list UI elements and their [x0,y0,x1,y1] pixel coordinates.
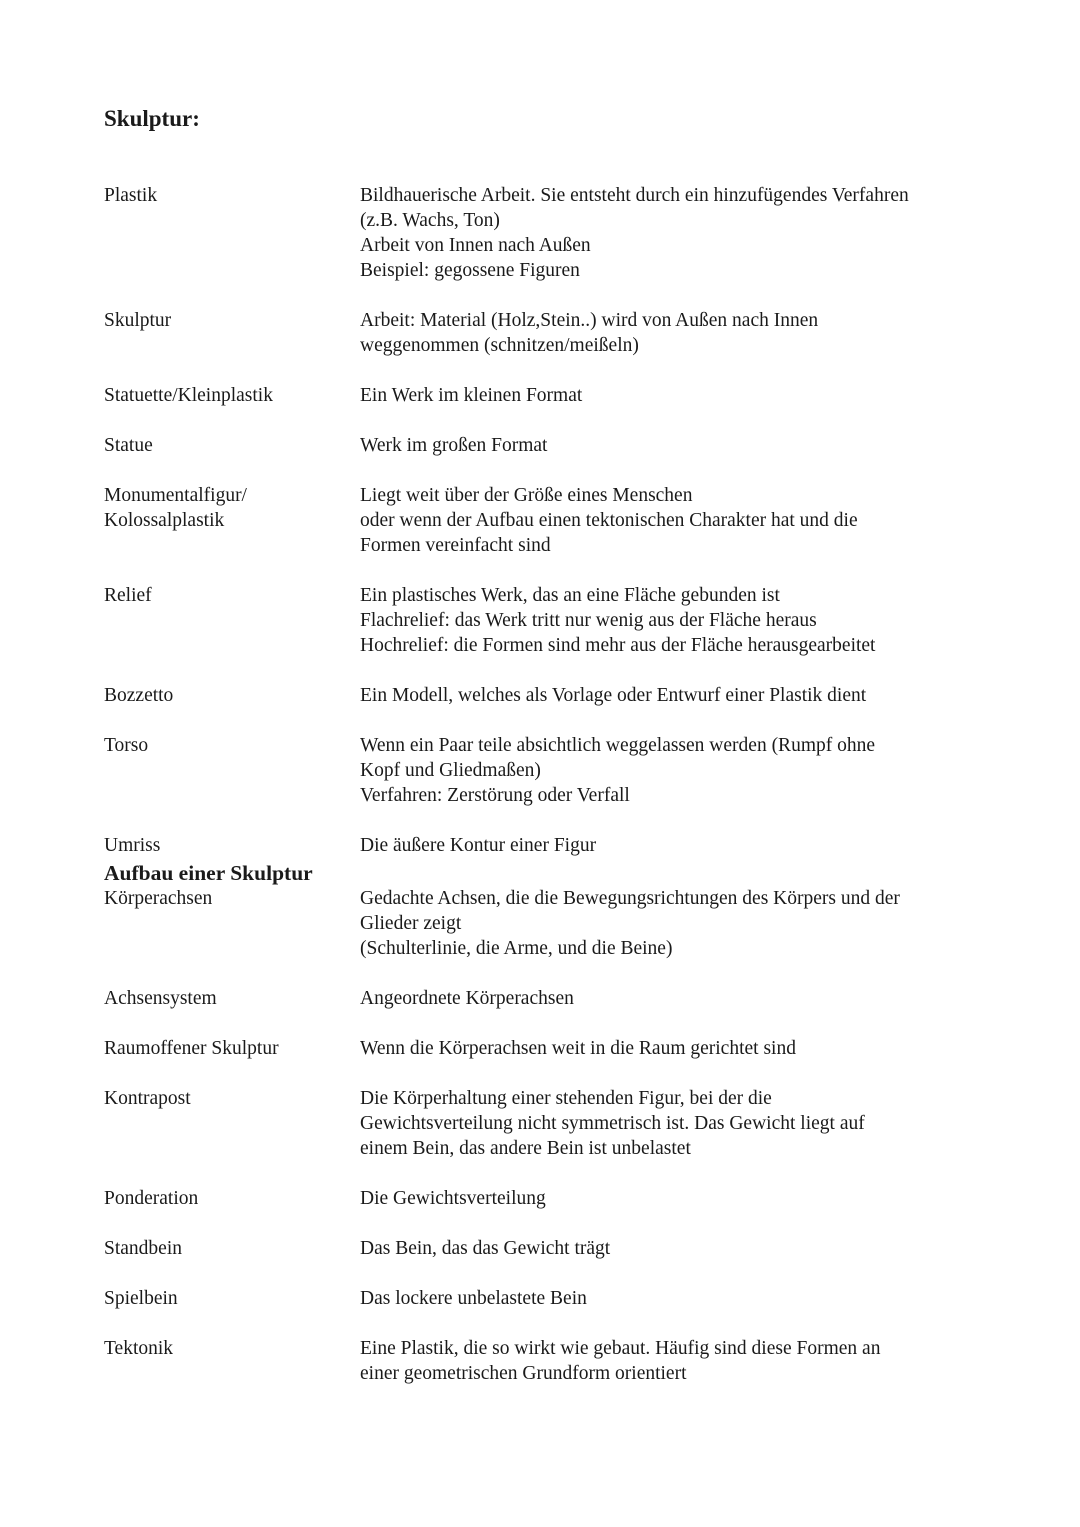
glossary-term: Monumentalfigur/ Kolossalplastik [104,485,247,531]
glossary-term: Körperachsen [104,888,213,909]
glossary-term: Torso [104,735,149,756]
definition-line: Werk im großen Format [360,435,548,456]
definition-line: Ein Werk im kleinen Format [360,385,583,406]
glossary-definition [360,1336,1000,1386]
glossary-term: Achsensystem [104,988,217,1009]
definition-line: Die Körperhaltung einer stehenden Figur, bei der die [360,1088,772,1109]
definition-line: Das Bein, das das Gewicht trägt [360,1238,611,1259]
glossary-definition [360,986,1000,1011]
glossary-definition [360,833,1000,858]
glossary-term: Ponderation [104,1188,199,1209]
definition-line: Glieder zeigt [360,913,462,934]
glossary-term: Spielbein [104,1288,178,1309]
glossary-definition [360,583,1000,658]
definition-line: Ein plastisches Werk, das an eine Fläche gebunden ist [360,585,780,606]
glossary-definition [360,886,1000,961]
glossary-definition [360,308,1000,358]
glossary-definition [360,1286,1000,1311]
definition-line: einer geometrischen Grundform orientiert [360,1363,687,1384]
glossary-term: Raumoffener Skulptur [104,1038,279,1059]
glossary-definition [360,383,1000,408]
glossary-definition [360,183,1000,283]
glossary-term: Plastik [104,185,158,206]
glossary-term: Relief [104,585,152,606]
definition-line: Wenn ein Paar teile absichtlich weggelassen werden (Rumpf ohne [360,735,876,756]
glossary-term: Standbein [104,1238,182,1259]
definition-line: Angeordnete Körperachsen [360,988,574,1009]
glossary-term: Tektonik [104,1338,174,1359]
definition-line: Liegt weit über der Größe eines Menschen [360,485,693,506]
glossary-definition [360,733,1000,808]
glossary-term: Umriss [104,835,161,856]
glossary-definition [360,1036,1000,1061]
glossary-term: Statuette/Kleinplastik [104,385,273,406]
glossary-term: Skulptur [104,310,172,331]
glossary-definition [360,1086,1000,1161]
glossary-definition [360,433,1000,458]
definition-line: einem Bein, das andere Bein ist unbelastet [360,1138,691,1159]
glossary-definition [360,483,1000,558]
definition-line: Flachrelief: das Werk tritt nur wenig aus der Fläche heraus [360,610,817,631]
definition-line: Eine Plastik, die so wirkt wie gebaut. Häufig sind diese Formen an [360,1338,881,1359]
definition-line: Die äußere Kontur einer Figur [360,835,597,856]
definition-line: Arbeit: Material (Holz,Stein..) wird von Außen nach Innen [360,310,819,331]
glossary-definition [360,1236,1000,1261]
definition-line: Arbeit von Innen nach Außen [360,235,591,256]
glossary-definition [360,1186,1000,1211]
definition-line: Die Gewichtsverteilung [360,1188,546,1209]
definition-line: Wenn die Körperachsen weit in die Raum gerichtet sind [360,1038,796,1059]
section-heading: Aufbau einer Skulptur [104,861,313,885]
definition-line: Bildhauerische Arbeit. Sie entsteht durch ein hinzufügendes Verfahren [360,185,909,206]
definition-line: weggenommen (schnitzen/meißeln) [360,335,639,356]
glossary-term: Bozzetto [104,685,174,706]
page-title: Skulptur: [104,106,200,131]
definition-line: Formen vereinfacht sind [360,535,551,556]
glossary-definition [360,683,1000,708]
definition-line: (z.B. Wachs, Ton) [360,210,500,231]
definition-line: Ein Modell, welches als Vorlage oder Entwurf einer Plastik dient [360,685,867,706]
glossary-term: Kontrapost [104,1088,191,1109]
definition-line: Kopf und Gliedmaßen) [360,760,541,781]
glossary-term: Statue [104,435,153,456]
definition-line: Gedachte Achsen, die die Bewegungsrichtungen des Körpers und der [360,888,900,909]
definition-line: Gewichtsverteilung nicht symmetrisch ist. Das Gewicht liegt auf [360,1113,865,1134]
definition-line: (Schulterlinie, die Arme, und die Beine) [360,938,673,959]
definition-line: oder wenn der Aufbau einen tektonischen Charakter hat und die [360,510,858,531]
definition-line: Verfahren: Zerstörung oder Verfall [360,785,630,806]
definition-line: Das lockere unbelastete Bein [360,1288,587,1309]
definition-line: Hochrelief: die Formen sind mehr aus der Fläche herausgearbeitet [360,635,876,656]
definition-line: Beispiel: gegossene Figuren [360,260,580,281]
